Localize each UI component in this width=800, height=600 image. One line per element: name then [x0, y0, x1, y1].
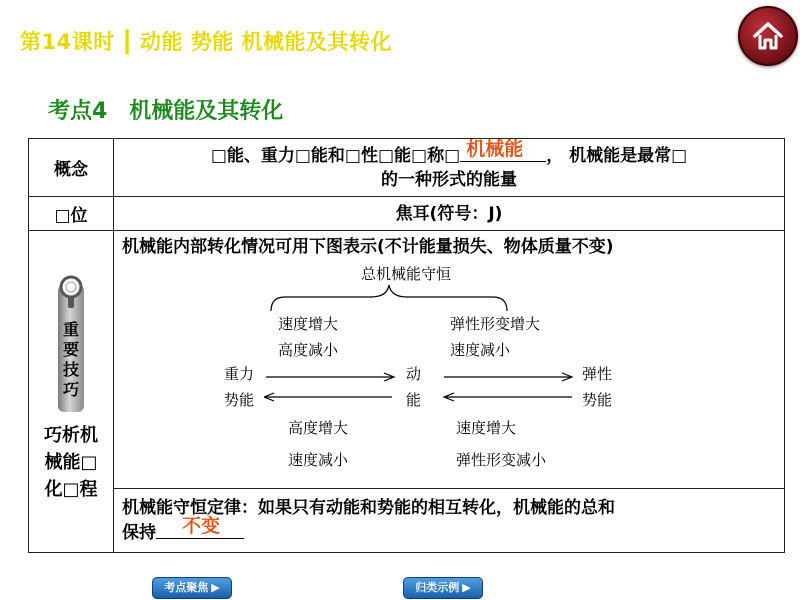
chevron-right-icon: ▶	[462, 581, 471, 594]
conservation-law-text	[114, 494, 784, 547]
section-title: 考点4 机械能及其转化	[48, 99, 284, 124]
answer-mechanical-energy: 机械能	[466, 138, 524, 160]
answer-blank-mechanical-energy	[460, 138, 546, 162]
magnifier-icon	[56, 274, 86, 310]
diagram-right-top-2: 速度减小	[450, 341, 511, 359]
title-separator: ┃	[120, 30, 134, 54]
node-elastic-pe-2: 势能	[582, 391, 613, 409]
home-button[interactable]	[738, 6, 798, 66]
node-elastic-pe-1: 弹性	[582, 365, 613, 383]
diagram-left-bottom-1: 高度增大	[288, 419, 349, 437]
diagram-total-conserved: 总机械能守恒	[361, 265, 452, 283]
row-label-conversion: 巧析机械能□化□程	[44, 425, 98, 500]
diagram-left-bottom-2: 速度减小	[288, 451, 349, 469]
answer-unchanged: 不变	[182, 515, 221, 537]
row-label-concept: 概念	[29, 139, 114, 197]
table-row-concept	[29, 139, 785, 197]
diagram-left-top-2: 高度减小	[278, 341, 339, 359]
table-row-conservation-law	[29, 489, 785, 553]
conversion-cell	[114, 231, 785, 489]
nav-button-label: 考点聚焦	[164, 581, 209, 594]
diagram-right-top-1: 弹性形变增大	[450, 315, 541, 333]
diagram-left-top-1: 速度增大	[278, 315, 339, 333]
nav-button-label: 归类示例	[415, 581, 460, 594]
badge-char: 重	[62, 320, 79, 339]
node-kinetic-energy-1: 动	[406, 365, 422, 383]
conversion-intro: 机械能内部转化情况可用下图表示(不计能量损失、物体质量不变)	[122, 237, 614, 257]
badge-char: 技	[62, 360, 79, 379]
badge-char: 要	[62, 340, 79, 359]
concept-text-after: ， 机械能是最常□	[546, 146, 688, 166]
diagram-right-bottom-2: 弹性形变减小	[456, 451, 547, 469]
answer-blank-unchanged	[156, 515, 244, 539]
nav-button-key-points[interactable]	[152, 577, 232, 599]
energy-conversion-diagram	[114, 261, 784, 483]
conservation-law-line1: 机械能守恒定律：如果只有动能和势能的相互转化，机械能的总和	[122, 498, 615, 518]
conservation-law-prefix: 保持	[122, 523, 156, 543]
node-gravitational-pe-1: 重力	[224, 365, 255, 383]
concept-text-before: □能、重力□能和□性□能□称□	[210, 146, 461, 166]
concept-cell	[114, 139, 785, 197]
table-row-conversion	[29, 231, 785, 489]
row-label-unit: □位	[29, 197, 114, 231]
header-bar	[0, 0, 800, 82]
key-tips-badge	[58, 280, 84, 412]
badge-char: 巧	[62, 380, 79, 399]
concept-text-line2: 的一种形式的能量	[381, 170, 517, 190]
table-row-unit	[29, 197, 785, 231]
node-gravitational-pe-2: 势能	[224, 391, 255, 409]
lesson-topic: 动能 势能 机械能及其转化	[139, 30, 393, 54]
brace-shape	[269, 283, 509, 313]
lesson-title	[20, 26, 392, 56]
unit-content: 焦耳(符号：J)	[114, 197, 785, 231]
home-icon	[752, 20, 784, 52]
nav-button-examples[interactable]	[403, 577, 483, 599]
diagram-right-bottom-1: 速度增大	[456, 419, 517, 437]
knowledge-table	[28, 138, 785, 553]
concept-text	[114, 138, 784, 194]
conservation-law-cell	[114, 489, 785, 553]
conversion-arrows	[264, 369, 584, 405]
lesson-number: 第14课时	[20, 30, 115, 54]
chevron-right-icon: ▶	[211, 581, 220, 594]
row-label-conversion-cell	[29, 231, 114, 553]
badge-text	[58, 320, 84, 400]
node-kinetic-energy-2: 能	[406, 391, 422, 409]
